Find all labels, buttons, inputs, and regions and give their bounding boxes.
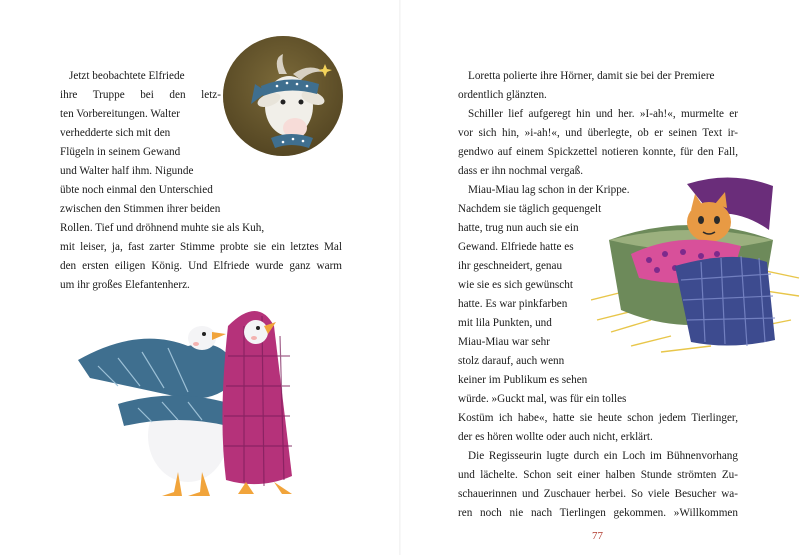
text-line: um ihr großes Elefantenherz. <box>60 279 190 291</box>
text-line: Schiller lief aufgeregt hin und her. »I-ah!«, murmelte er <box>468 108 738 120</box>
text-line: dass er ihn nochmal vergaß. <box>458 165 583 177</box>
text-line: Jetzt beobachtete Elfriede <box>69 70 185 82</box>
text-line: ordentlich glänzten. <box>458 89 547 101</box>
text-line: verhedderte sich mit den <box>60 127 171 139</box>
text-line: Miau-Miau lag schon in der Krippe. <box>468 184 630 196</box>
text-line: hatte. Es war pinkfarben <box>458 298 568 310</box>
text-line: ten Vorbereitungen. Walter <box>60 108 180 120</box>
text-line: hatte, trug nun auch sie ein <box>458 222 579 234</box>
text-line: zwischen den Stimmen ihrer beiden <box>60 203 221 215</box>
text-line: Gewand. Elfriede hatte es <box>458 241 574 253</box>
text-line: wie sie es sich gewünscht <box>458 279 573 291</box>
right-page <box>401 0 800 555</box>
text-line: Nachdem sie täglich gequengelt <box>458 203 602 215</box>
text-line: Die Regisseurin lugte durch ein Loch im Bühnenvorhang <box>468 450 738 462</box>
text-line: ihre Truppe bei den letz- <box>60 89 221 101</box>
goat-illustration <box>221 34 345 158</box>
text-line: übte noch einmal den Unterschied <box>60 184 213 196</box>
text-line: keiner im Publikum es sehen <box>458 374 588 386</box>
text-line: stolz darauf, auch wenn <box>458 355 565 367</box>
text-line: Flügeln in seinem Gewand <box>60 146 181 158</box>
cat-in-crib-illustration <box>591 170 800 360</box>
page-number: 77 <box>592 530 603 542</box>
text-line: würde. »Guckt mal, was für ein tolles <box>458 393 627 405</box>
text-line: Miau-Miau war sehr <box>458 336 550 348</box>
text-line: Kostüm ich habe«, hatte sie heute schon jedem Tierlinger, <box>458 412 738 424</box>
text-line: und lächelte. Schon seit einer halben Stunde strömten Zu- <box>458 469 738 481</box>
text-line: vor sich hin, »i-ah!«, und überlegte, ob er seinen Text ir- <box>458 127 738 139</box>
geese-illustration <box>78 296 318 502</box>
text-line: mit lila Punkten, und <box>458 317 552 329</box>
text-line: gendwo auf einem Spickzettel notieren konnte, für den Fall, <box>458 146 738 158</box>
text-line: Loretta polierte ihre Hörner, damit sie bei der Premiere <box>468 70 715 82</box>
text-line: ihr geschneidert, genau <box>458 260 563 272</box>
text-line: ren noch nie nach Tierlingen gekommen. »Willkommen <box>458 507 738 519</box>
text-line: mit leiser, ja, fast zarter Stimme probte sie ein letztes Mal <box>60 241 342 253</box>
text-line: und Walter half ihm. Nigunde <box>60 165 194 177</box>
text-line: Rollen. Tief und dröhnend muhte sie als Kuh, <box>60 222 265 234</box>
text-line: den ersten eiligen König. Und Elfriede wurde ganz warm <box>60 260 342 272</box>
text-line: der es hören wollte oder auch nicht, erklärt. <box>458 431 653 443</box>
text-line: schauerinnen und Zuschauer herbei. So viele Besucher wa- <box>458 488 738 500</box>
